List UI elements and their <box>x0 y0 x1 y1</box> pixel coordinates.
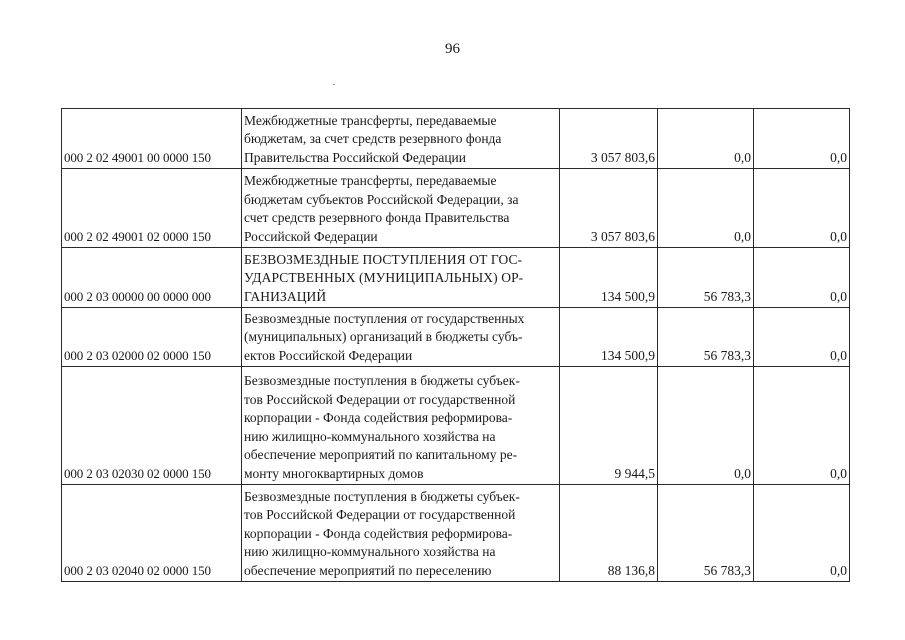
budget-revenue-table <box>61 108 850 582</box>
revenue-name-cell <box>242 367 560 485</box>
revenue-name-line: Безвозмездные поступления в бюджеты субъек- <box>244 488 520 504</box>
revenue-name-line: бюджетам, за счет средств резервного фонда <box>244 131 502 146</box>
revenue-name-line: тов Российской Федерации от государственной <box>244 391 516 407</box>
revenue-name-line: Межбюджетные трансферты, передаваемые <box>244 173 497 188</box>
revenue-name-line: БЕЗВОЗМЕЗДНЫЕ ПОСТУПЛЕНИЯ ОТ ГОС- <box>244 251 523 267</box>
table-row <box>62 248 850 308</box>
revenue-name-line: (муниципальных) организаций в бюджеты субъ- <box>244 329 523 344</box>
table-row <box>62 308 850 367</box>
value-cell-col3: 0,0 <box>754 308 850 367</box>
revenue-name-line: счет средств резервного фонда Правительства <box>244 210 510 225</box>
table-row <box>62 169 850 248</box>
revenue-name-line: корпорации - Фонда содействия реформирова- <box>244 525 513 541</box>
value-cell-col1: 134 500,9 <box>560 248 658 308</box>
value-cell-col2: 0,0 <box>658 109 754 169</box>
value-cell-col3: 0,0 <box>754 485 850 582</box>
revenue-name-cell <box>242 248 560 308</box>
revenue-name-line: тов Российской Федерации от государственной <box>244 507 516 522</box>
value-cell-col3: 0,0 <box>754 367 850 485</box>
revenue-name-cell <box>242 169 560 248</box>
value-cell-col2: 0,0 <box>658 367 754 485</box>
budget-code-cell: 000 2 03 02030 02 0000 150 <box>62 367 242 485</box>
value-cell-col2: 56 783,3 <box>658 485 754 582</box>
revenue-name-line: УДАРСТВЕННЫХ (МУНИЦИПАЛЬНЫХ) ОР- <box>244 270 524 285</box>
value-cell-col3: 0,0 <box>754 109 850 169</box>
revenue-name-line: бюджетам субъектов Российской Федерации, за <box>244 191 519 207</box>
revenue-name-cell <box>242 485 560 582</box>
value-cell-col3: 0,0 <box>754 248 850 308</box>
scan-artifact <box>333 84 335 85</box>
table-row <box>62 485 850 582</box>
revenue-name-line: нию жилищно-коммунального хозяйства на <box>244 544 496 559</box>
revenue-name-line: обеспечение мероприятий по капитальному ре- <box>244 447 518 462</box>
value-cell-col1: 88 136,8 <box>560 485 658 582</box>
revenue-name-line: монту многоквартирных домов <box>244 465 424 481</box>
budget-code-cell: 000 2 02 49001 00 0000 150 <box>62 109 242 169</box>
revenue-name-cell <box>242 109 560 169</box>
table-row <box>62 109 850 169</box>
value-cell-col1: 3 057 803,6 <box>560 169 658 248</box>
value-cell-col2: 56 783,3 <box>658 248 754 308</box>
revenue-name-line: Правительства Российской Федерации <box>244 149 466 165</box>
value-cell-col1: 9 944,5 <box>560 367 658 485</box>
revenue-name-line: Безвозмездные поступления в бюджеты субъек- <box>244 373 520 388</box>
revenue-name-line: Межбюджетные трансферты, передаваемые <box>244 112 497 128</box>
revenue-name-line: ектов Российской Федерации <box>244 347 413 363</box>
value-cell-col3: 0,0 <box>754 169 850 248</box>
revenue-name-line: Российской Федерации <box>244 228 378 244</box>
value-cell-col2: 0,0 <box>658 169 754 248</box>
page-number: 96 <box>445 41 460 57</box>
budget-code-cell: 000 2 03 00000 00 0000 000 <box>62 248 242 308</box>
budget-code-cell: 000 2 03 02000 02 0000 150 <box>62 308 242 367</box>
revenue-name-line: обеспечение мероприятий по переселению <box>244 562 492 578</box>
budget-code-cell: 000 2 02 49001 02 0000 150 <box>62 169 242 248</box>
table-row <box>62 367 850 485</box>
budget-code-cell: 000 2 03 02040 02 0000 150 <box>62 485 242 582</box>
revenue-name-line: ГАНИЗАЦИЙ <box>244 288 327 304</box>
revenue-name-line: корпорации - Фонда содействия реформирова- <box>244 410 513 425</box>
revenue-name-line: нию жилищно-коммунального хозяйства на <box>244 428 496 444</box>
value-cell-col2: 56 783,3 <box>658 308 754 367</box>
value-cell-col1: 3 057 803,6 <box>560 109 658 169</box>
value-cell-col1: 134 500,9 <box>560 308 658 367</box>
revenue-name-line: Безвозмездные поступления от государственных <box>244 310 525 326</box>
revenue-name-cell <box>242 308 560 367</box>
